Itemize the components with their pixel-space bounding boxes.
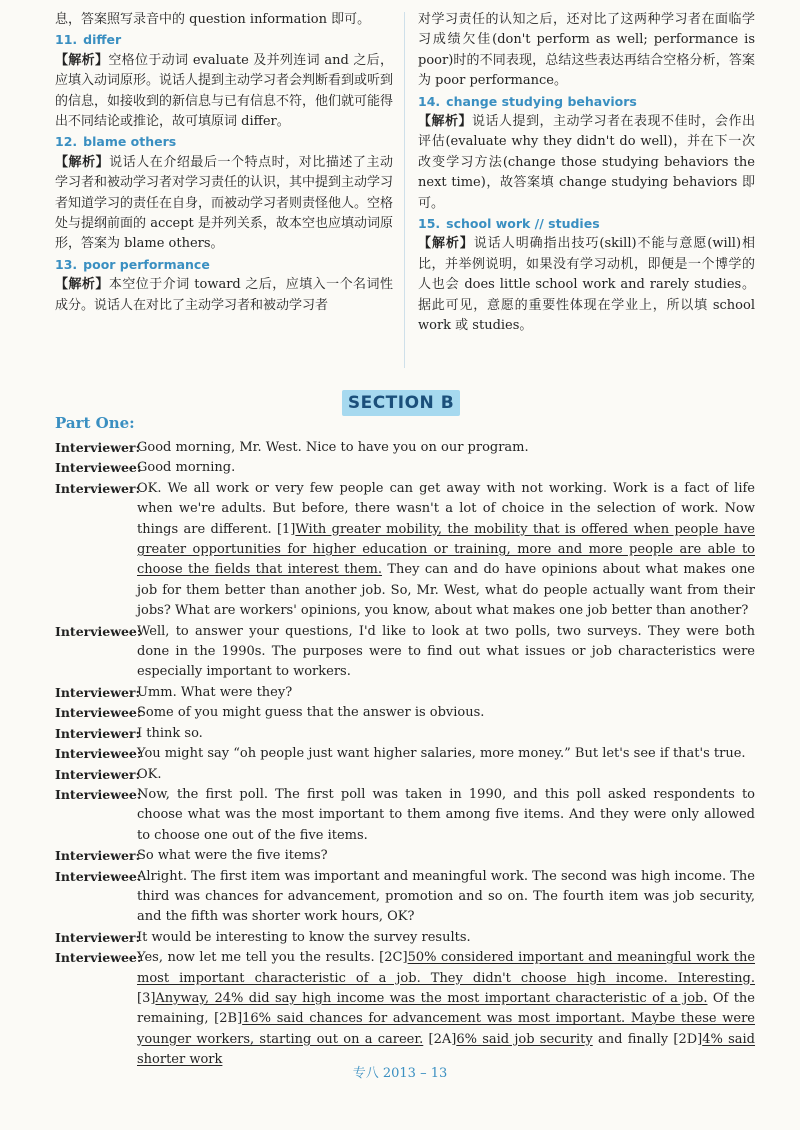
explanation-tag: 【解析】 [55,52,109,68]
speaker-label: Interviewee: [55,623,142,639]
item-11-heading [55,30,393,50]
right-intro: 对学习责任的认知之后，还对比了这两种学习者在面临学习成绩欠佳(don't perform as well; performance is poor)时的不同表现，总结这些表达再结合空格分析，答案为 poor performance。 [418,12,755,89]
part-title: Part One: [55,414,135,432]
item-answer: blame others [83,134,177,150]
item-11-explanation [55,51,393,133]
explanation-tag: 【解析】 [55,154,110,170]
dialogue-turn [55,703,755,723]
speaker-label: Interviewee: [55,950,142,966]
speaker-label: Interviewer: [55,725,141,741]
turn-text-part: Of the remaining, [2B] [137,990,755,1027]
item-12-heading [55,132,393,152]
item-12-explanation [55,153,393,255]
turn-text: I think so. [137,725,203,741]
dialogue-turn [55,479,755,622]
item-answer: differ [83,32,122,48]
turn-text: It would be interesting to know the survey results. [137,929,471,945]
turn-text: Some of you might guess that the answer is obvious. [137,705,485,721]
speaker-label: Interviewee: [55,460,142,476]
turn-text-part: They can and do have opinions about what makes one job for them better than another job. So, Mr. West, what do people actually want from their jobs? What are workers' opinions, you know, about what makes one job better than another? [137,562,756,619]
turn-text-part: Yes, now let me tell you the results. [2C] [137,950,408,966]
dialogue-turn [55,948,755,1070]
left-intro: 息，答案照写录音中的 question information 即可。 [55,12,371,27]
dialogue-turn [55,683,755,703]
turn-text: Alright. The first item was important and meaningful work. The second was high income. The third was chances for advancement, promotion and so on. The fourth item was job security, and the fifth was shorter work hours, OK? [137,868,755,925]
turn-text-part: and finally [2D] [592,1031,703,1047]
turn-text: You might say “oh people just want higher salaries, more money.” But let's see if that's true. [137,746,746,762]
speaker-label: Interviewer: [55,848,141,864]
turn-text: OK. [137,766,162,782]
item-number: 14. [418,93,441,109]
item-number: 15. [418,216,441,232]
dialogue-turn [55,867,755,928]
speaker-label: Interviewer: [55,684,141,700]
speaker-label: Interviewer: [55,480,141,496]
turn-text: So what were the five items? [137,848,328,864]
underlined-answer-text: 16% said chances for advancement was most important. Maybe these were younger workers, starting out on a career. [137,1011,755,1047]
turn-text: Good morning. [137,460,236,476]
turn-text: Now, the first poll. The first poll was taken in 1990, and this poll asked respondents to choose what was the most important to them among five items. And they were only allowed to choose one out of the five items. [137,786,755,843]
turn-text-part: OK. We all work or very few people can get away with not working. Work is a fact of life when we're adults. But before, there wasn't a lot of choice in the selection of work. Now things are different. [1] [137,480,755,537]
dialogue-turn [55,458,755,478]
explanation-tag: 【解析】 [418,114,472,130]
explanation-body: 说话人在介绍最后一个特点时，对比描述了主动学习者和被动学习者对学习责任的认识，其中提到主动学习者知道学习的责任在自身，而被动学习者则责怪他人。空格处与提纲前面的 accept 是并列关系，故本空也应填动词原形，答案为 blame others。 [55,154,394,252]
dialogue-turn [55,438,755,458]
dialogue-turn [55,785,755,846]
explanation-tag: 【解析】 [55,277,109,293]
item-answer: school work // studies [446,216,600,232]
turn-text: Good morning, Mr. West. Nice to have you on our program. [137,440,529,455]
item-answer: change studying behaviors [446,93,637,109]
item-15-explanation [418,234,755,336]
item-number: 11. [55,32,78,48]
underlined-answer-text: With greater mobility, the mobility that is offered when people have greater opportunities for higher education or training, more and more people are able to choose the fields that interest them. [137,521,755,578]
underlined-answer-text: Anyway, 24% did say high income was the most important characteristic of a job. [155,990,708,1006]
left-column [55,10,393,316]
item-number: 13. [55,256,78,272]
right-column [418,10,755,337]
item-13-heading [55,255,393,275]
item-number: 12. [55,134,78,150]
explanation-tag: 【解析】 [418,236,474,252]
underlined-answer-text: 50% considered important and meaningful work the most important characteristic of a job. They didn't choose high income. Interesting. [137,950,756,986]
explanation-body: 说话人提到，主动学习者在表现不佳时，会作出评估(evaluate why they didn't do well)，并在下一次改变学习方法(change those studying behaviors the next time)，故答案填 change studying behaviors 即可。 [418,114,755,211]
underlined-answer-text: 4% said shorter work [137,1031,756,1068]
turn-text [137,479,755,622]
dialogue-turn [55,622,755,683]
transcript [55,438,755,1071]
speaker-label: Interviewee: [55,705,142,721]
page-footer: 专八 2013 – 13 [352,1066,448,1081]
section-title: SECTION B [342,390,460,416]
speaker-label: Interviewee: [55,868,142,884]
explanation-body: 空格位于动词 evaluate 及并列连词 and 之后，应填入动词原形。说话人提到主动学习者会判断看到或听到的信息，如接收到的新信息与已有信息不符，他们就可能得出不同结论或推论，故可填原词 differ。 [55,52,394,130]
item-13-explanation [55,275,393,316]
dialogue-turn [55,846,755,866]
dialogue-turn [55,765,755,785]
dialogue-turn [55,928,755,948]
speaker-label: Interviewee: [55,786,142,802]
explanation-body: 本空位于介词 toward 之后，应填入一个名词性成分。说话人在对比了主动学习者和被动学习者 [55,277,393,313]
underlined-answer-text: 6% said job security [456,1031,593,1047]
item-14-explanation [418,112,755,214]
turn-text: Umm. What were they? [137,684,293,700]
dialogue-turn [55,744,755,764]
speaker-label: Interviewee: [55,746,142,762]
turn-text-part: [3] [137,990,156,1006]
item-14-heading [418,92,755,112]
speaker-label: Interviewer: [55,440,141,455]
item-answer: poor performance [83,256,210,272]
dialogue-turn [55,724,755,744]
item-15-heading [418,214,755,234]
turn-text-part: [2A] [423,1031,457,1047]
explanation-body: 说话人明确指出技巧(skill)不能与意愿(will)相比，并举例说明，如果没有学习动机，即便是一个博学的人也会 does little school work and rarely studies。据此可见，意愿的重要性体现在学业上，所以填 school work 或 studies。 [418,236,755,334]
turn-text: Well, to answer your questions, I'd like to look at two polls, two surveys. They were both done in the 1990s. The purposes were to find out what issues or job characteristics were especially important to workers. [137,623,755,680]
speaker-label: Interviewer: [55,766,141,782]
turn-text [137,948,755,1070]
speaker-label: Interviewer: [55,929,141,945]
column-divider [404,12,405,368]
